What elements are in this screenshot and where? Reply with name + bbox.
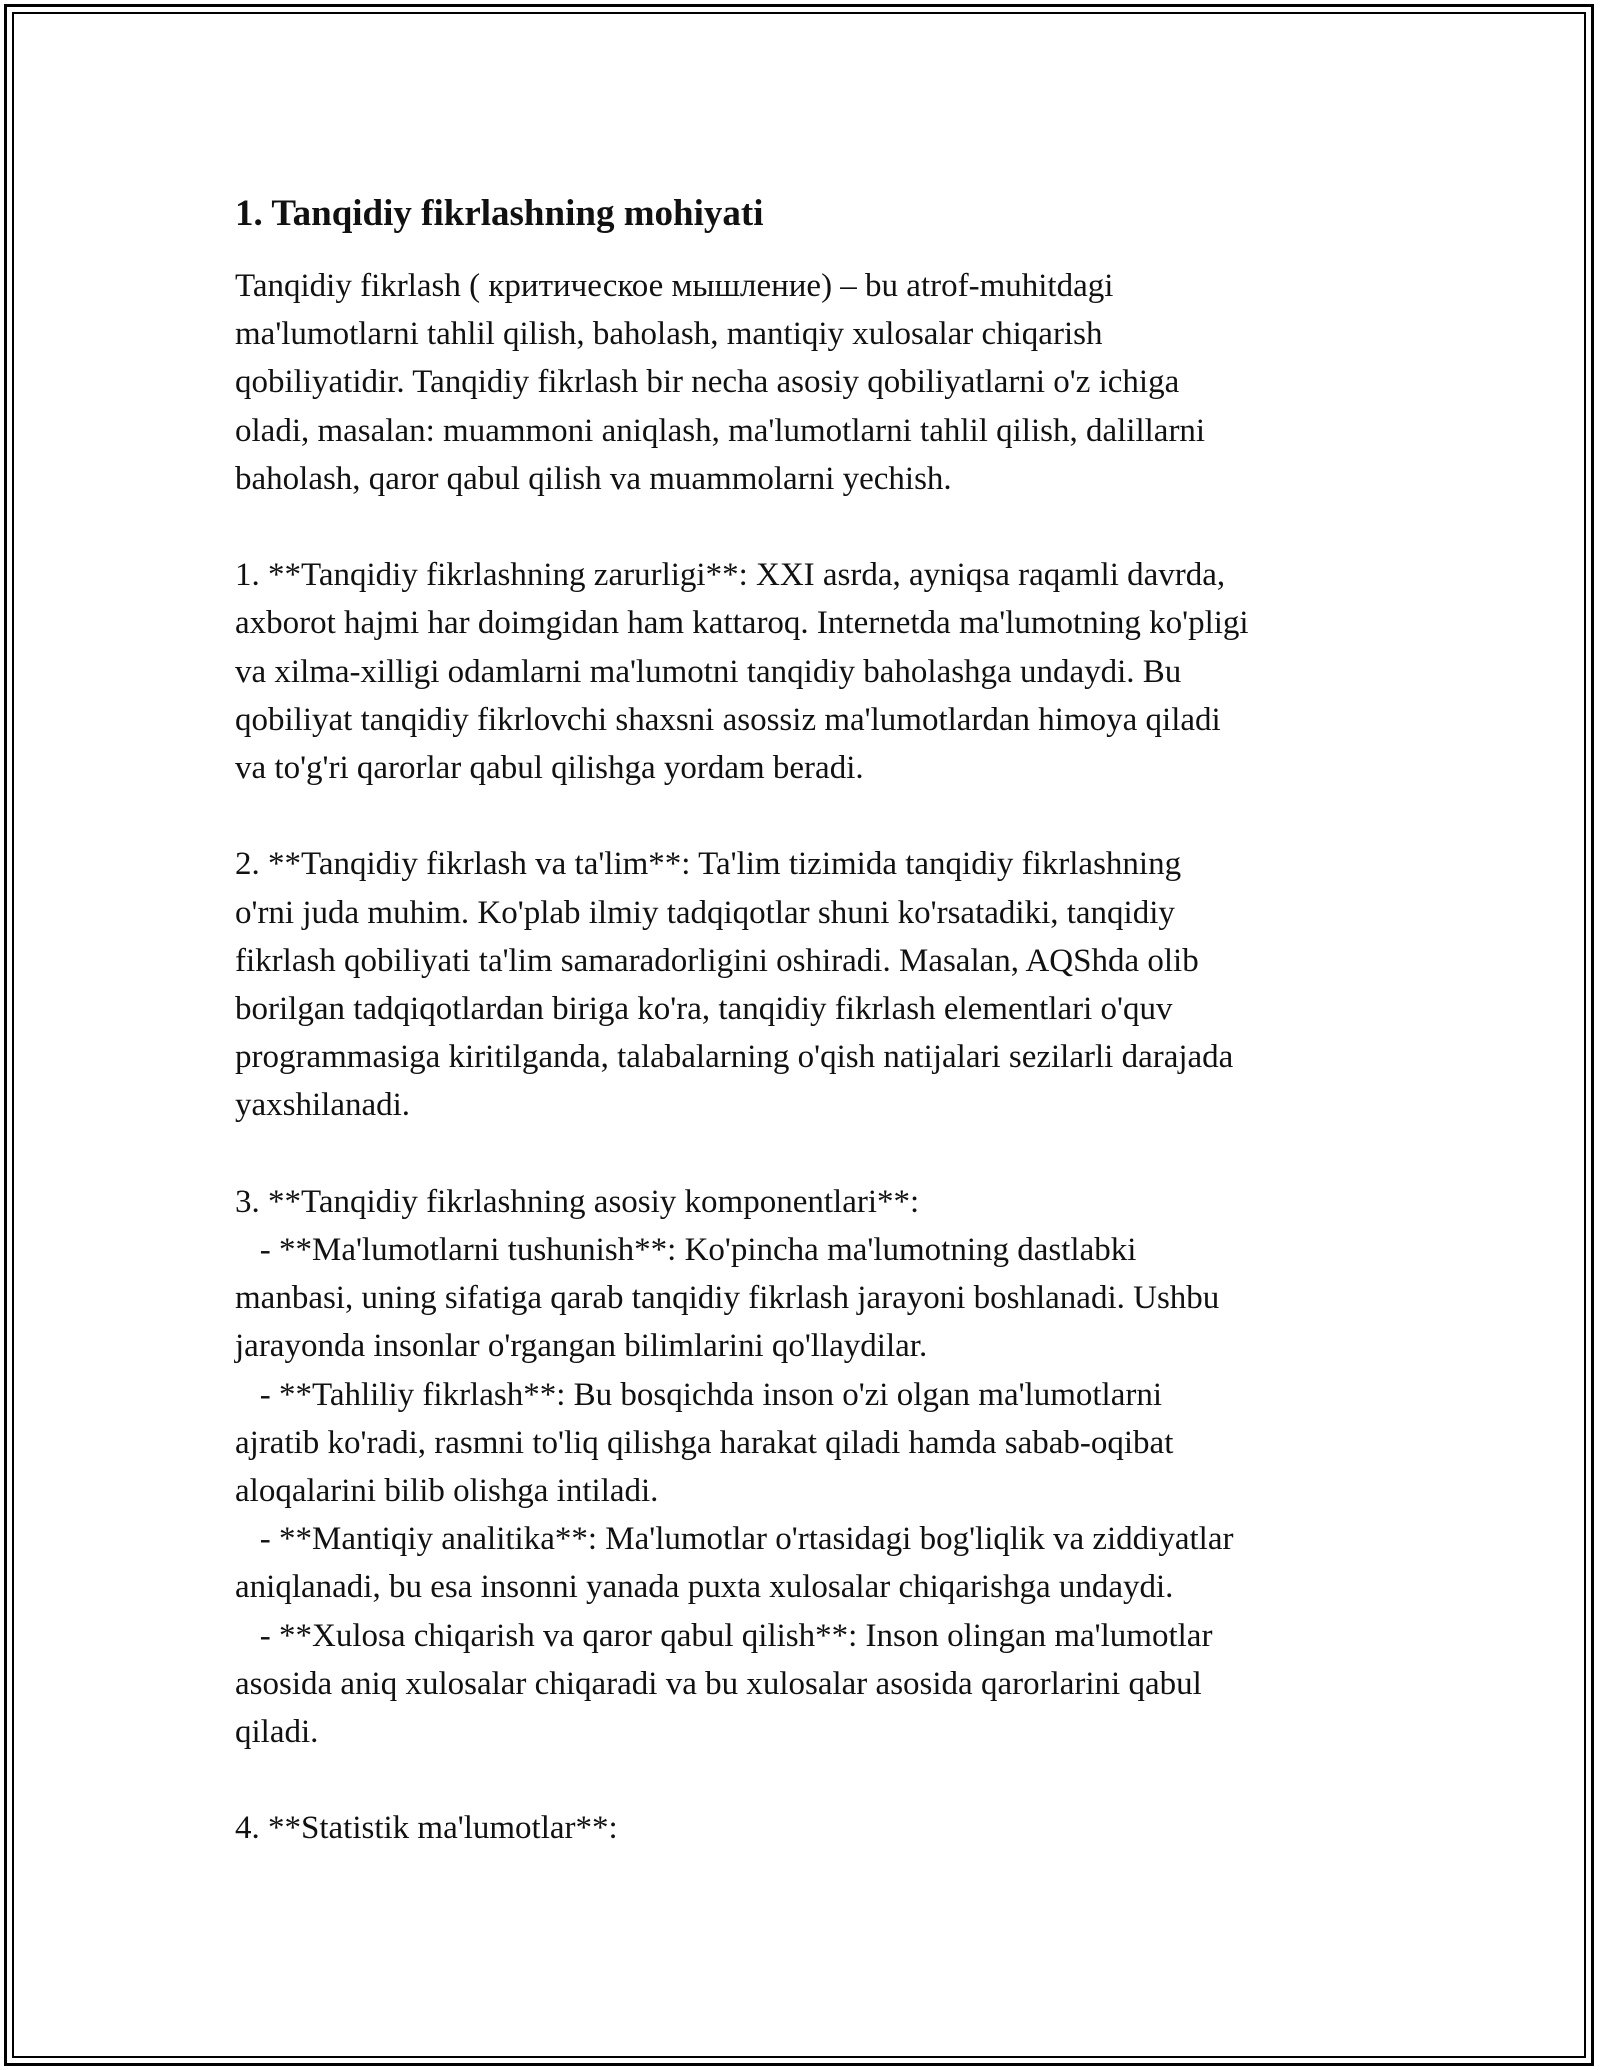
document-body <box>235 186 1375 1853</box>
paragraph-gap <box>235 1130 1375 1178</box>
paragraph-gap <box>235 792 1375 840</box>
section-1-paragraph: 1. **Tanqidiy fikrlashning zarurligi**: XXI asrda, ayniqsa raqamli davrda, axborot hajmi har doimgidan ham kattaroq. Internetda ma'lumotning ko'pligi va xilma-xilligi odamlarni ma'lumotni tanqidiy baholashga undaydi. Bu qobiliyat tanqidiy fikrlovchi shaxsni asossiz ma'lumotlardan himoya qiladi va to'g'ri qarorlar qabul qilishga yordam beradi. <box>235 557 1249 787</box>
document-heading: 1. Tanqidiy fikrlashning mohiyati <box>235 193 764 234</box>
section-3-paragraph: 3. **Tanqidiy fikrlashning asosiy komponentlari**: - **Ma'lumotlarni tushunish**: Ko'pincha ma'lumotning dastlabki manbasi, uning sifatiga qarab tanqidiy fikrlash jarayoni boshlanadi. Ushbu jarayonda insonlar o'rgangan bilimlarini qo'llaydilar. - **Tahliliy fikrlash**: Bu bosqichda inson o'zi olgan ma'lumotlarni ajratib ko'radi, rasmni to'liq qilishga harakat qiladi hamda sabab-oqibat aloqalarini bilib olishga intiladi. - **Mantiqiy analitika**: Ma'lumotlar o'rtasidagi bog'liqlik va ziddiyatlar aniqlanadi, bu esa insonni yanada puxta xulosalar chiqarishga undaydi. - **Xulosa chiqarish va qaror qabul qilish**: Inson olingan ma'lumotlar asosida aniq xulosalar chiqaradi va bu xulosalar asosida qarorlarini qabul qiladi. <box>235 1183 1234 1751</box>
section-4-paragraph: 4. **Statistik ma'lumotlar**: <box>235 1810 618 1847</box>
paragraph-gap <box>235 503 1375 551</box>
intro-paragraph: Tanqidiy fikrlash ( критическое мышление) – bu atrof-muhitdagi ma'lumotlarni tahlil qilish, baholash, mantiqiy xulosalar chiqarish qobiliyatidir. Tanqidiy fikrlash bir necha asosiy qobiliyatlarni o'z ichiga oladi, masalan: muammoni aniqlash, ma'lumotlarni tahlil qilish, dalillarni baholash, qaror qabul qilish va muammolarni yechish. <box>235 268 1206 497</box>
paragraph-gap <box>235 1756 1375 1804</box>
section-2-paragraph: 2. **Tanqidiy fikrlash va ta'lim**: Ta'lim tizimida tanqidiy fikrlashning o'rni juda muhim. Ko'plab ilmiy tadqiqotlar shuni ko'rsatadiki, tanqidiy fikrlash qobiliyati ta'lim samaradorligini oshiradi. Masalan, AQShda olib borilgan tadqiqotlardan biriga ko'ra, tanqidiy fikrlash elementlari o'quv programmasiga kiritilganda, talabalarning o'qish natijalari sezilarli darajada yaxshilanadi. <box>235 846 1234 1124</box>
